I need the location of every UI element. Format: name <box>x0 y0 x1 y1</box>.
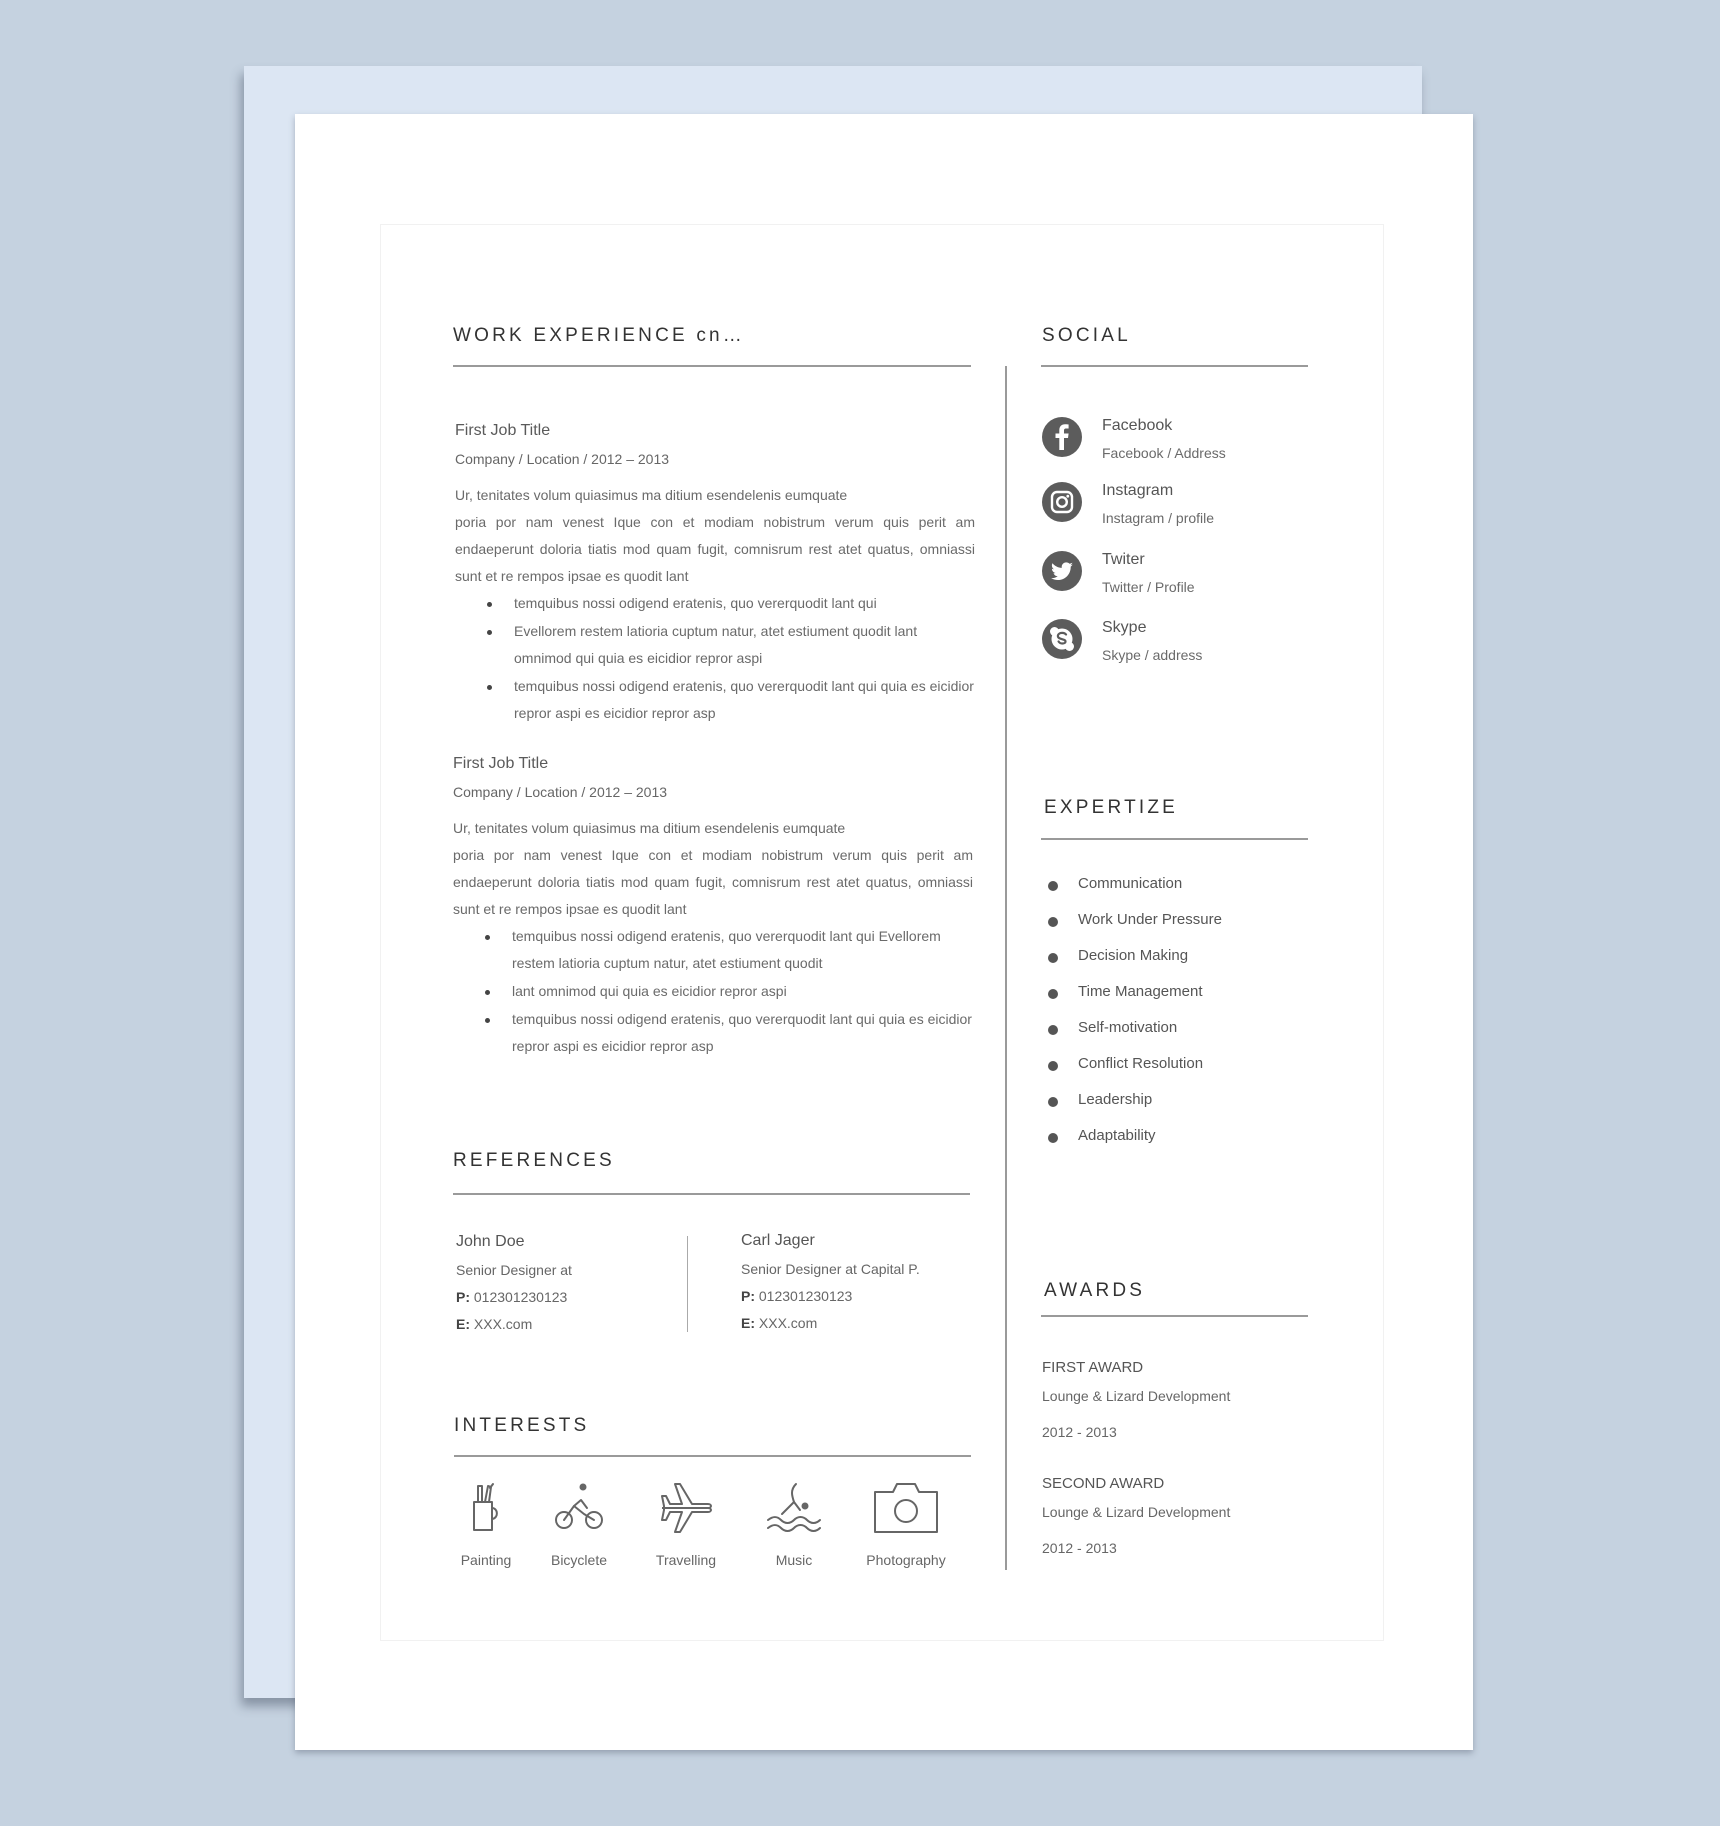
social-handle: Twitter / Profile <box>1102 579 1195 595</box>
bullet-dot <box>1048 953 1058 963</box>
references-heading: REFERENCES <box>453 1150 615 1171</box>
skill-label: Adaptability <box>1078 1127 1156 1144</box>
social-divider <box>1041 365 1308 367</box>
award-organization: Lounge & Lizard Development <box>1042 1388 1231 1404</box>
bullet-dot <box>1048 1025 1058 1035</box>
awards-heading: AWARDS <box>1044 1280 1146 1301</box>
job-title: First Job Title <box>453 755 549 772</box>
work-experience-divider <box>453 365 971 367</box>
award-organization: Lounge & Lizard Development <box>1042 1504 1231 1520</box>
award-years: 2012 - 2013 <box>1042 1540 1117 1556</box>
award-title: FIRST AWARD <box>1042 1359 1144 1376</box>
email-label: E: <box>456 1316 470 1332</box>
job-description-first-line: Ur, tenitates volum quiasimus ma ditium esendelenis eumquate <box>455 487 848 503</box>
references-divider-vertical <box>687 1236 688 1332</box>
job-bullet: lant omnimod qui quia es eicidior repror aspi <box>512 978 974 1005</box>
social-name: Skype <box>1102 619 1147 636</box>
reference-name: Carl Jager <box>741 1232 815 1249</box>
job-description <box>453 815 973 925</box>
awards-divider <box>1041 1315 1308 1317</box>
social-item-facebook[interactable] <box>1042 417 1302 467</box>
reference-email <box>741 1315 817 1331</box>
job-title: First Job Title <box>455 422 551 439</box>
interest-label: Travelling <box>655 1552 717 1568</box>
job-description-first-line: Ur, tenitates volum quiasimus ma ditium esendelenis eumquate <box>453 820 846 836</box>
social-item-twitter[interactable] <box>1042 551 1302 601</box>
skill-label: Decision Making <box>1078 947 1189 964</box>
interests-heading: INTERESTS <box>454 1415 590 1436</box>
twitter-icon <box>1042 551 1082 591</box>
job-bullet-list <box>512 923 974 1061</box>
job-description-body: poria por nam venest Ique con et modiam nobistrum verum quis perit am endaeperunt doloria tiatis mod quam fugit, comnisrum rest atet quatus, omniassi sunt et re rempos ipsae es quodit lant <box>455 514 975 584</box>
award-years: 2012 - 2013 <box>1042 1424 1117 1440</box>
interest-label: Photography <box>866 1552 946 1568</box>
painting-icon <box>456 1478 516 1538</box>
social-item-skype[interactable] <box>1042 619 1302 669</box>
expertize-heading: EXPERTIZE <box>1044 797 1179 818</box>
reference-phone <box>741 1288 852 1304</box>
interest-label: Music <box>775 1552 813 1568</box>
social-name: Twiter <box>1102 551 1145 568</box>
social-handle: Instagram / profile <box>1102 510 1215 526</box>
skill-label: Time Management <box>1078 983 1203 1000</box>
bullet-dot <box>1048 989 1058 999</box>
interests-divider <box>454 1455 971 1457</box>
email-label: E: <box>741 1315 755 1331</box>
reference-email <box>456 1316 532 1332</box>
airplane-icon <box>656 1478 716 1538</box>
phone-value: 012301230123 <box>473 1289 568 1305</box>
skype-icon <box>1042 619 1082 659</box>
social-name: Facebook <box>1102 417 1173 434</box>
expertize-divider <box>1041 838 1308 840</box>
interest-item <box>744 1478 844 1568</box>
social-item-instagram[interactable] <box>1042 482 1302 532</box>
interest-item <box>436 1478 536 1568</box>
social-name: Instagram <box>1102 482 1174 499</box>
reference-name: John Doe <box>456 1233 525 1250</box>
interest-item <box>636 1478 736 1568</box>
social-handle: Facebook / Address <box>1102 445 1226 461</box>
job-meta: Company / Location / 2012 – 2013 <box>455 451 670 467</box>
skill-label: Work Under Pressure <box>1078 911 1222 928</box>
bullet-dot <box>1048 917 1058 927</box>
job-bullet: temquibus nossi odigend eratenis, quo vererquodit lant qui <box>514 590 974 617</box>
skill-label: Self-motivation <box>1078 1019 1178 1036</box>
reference-role: Senior Designer at <box>456 1262 572 1278</box>
instagram-icon <box>1042 482 1082 522</box>
bullet-dot <box>1048 1061 1058 1071</box>
bullet-dot <box>1048 881 1058 891</box>
bullet-dot <box>1048 1097 1058 1107</box>
job-bullet-list <box>514 590 974 728</box>
job-bullet: Evellorem restem latioria cuptum natur, atet estiument quodit lant omnimod qui quia es eicidior repror aspi <box>514 618 974 672</box>
phone-label: P: <box>741 1288 755 1304</box>
skill-label: Leadership <box>1078 1091 1153 1108</box>
social-handle: Skype / address <box>1102 647 1203 663</box>
email-value: XXX.com <box>758 1315 818 1331</box>
skill-label: Conflict Resolution <box>1078 1055 1204 1072</box>
job-bullet: temquibus nossi odigend eratenis, quo vererquodit lant qui quia es eicidior repror aspi es eicidior repror asp <box>512 1006 974 1060</box>
swimming-icon <box>764 1478 824 1538</box>
interest-item <box>529 1478 629 1568</box>
work-experience-heading: WORK EXPERIENCE cn… <box>453 325 746 346</box>
bullet-dot <box>1048 1133 1058 1143</box>
interest-label: Painting <box>460 1552 512 1568</box>
reference-phone <box>456 1289 567 1305</box>
job-bullet: temquibus nossi odigend eratenis, quo vererquodit lant qui Evellorem restem latioria cuptum natur, atet estiument quodit <box>512 923 974 977</box>
phone-value: 012301230123 <box>758 1288 853 1304</box>
column-divider <box>1005 366 1007 1570</box>
references-divider <box>453 1193 970 1195</box>
facebook-icon <box>1042 417 1082 457</box>
job-description-body: poria por nam venest Ique con et modiam nobistrum verum quis perit am endaeperunt doloria tiatis mod quam fugit, comnisrum rest atet quatus, omniassi sunt et re rempos ipsae es quodit lant <box>453 847 973 917</box>
phone-label: P: <box>456 1289 470 1305</box>
award-title: SECOND AWARD <box>1042 1475 1165 1492</box>
camera-icon <box>871 1478 941 1538</box>
social-heading: SOCIAL <box>1042 325 1131 346</box>
email-value: XXX.com <box>473 1316 533 1332</box>
interest-label: Bicyclete <box>550 1552 608 1568</box>
reference-role: Senior Designer at Capital P. <box>741 1261 920 1277</box>
skill-label: Communication <box>1078 875 1183 892</box>
job-bullet: temquibus nossi odigend eratenis, quo vererquodit lant qui quia es eicidior repror aspi es eicidior repror asp <box>514 673 974 727</box>
bicycle-icon <box>549 1478 609 1538</box>
interest-item <box>856 1478 956 1568</box>
job-description <box>455 482 975 592</box>
job-meta: Company / Location / 2012 – 2013 <box>453 784 668 800</box>
